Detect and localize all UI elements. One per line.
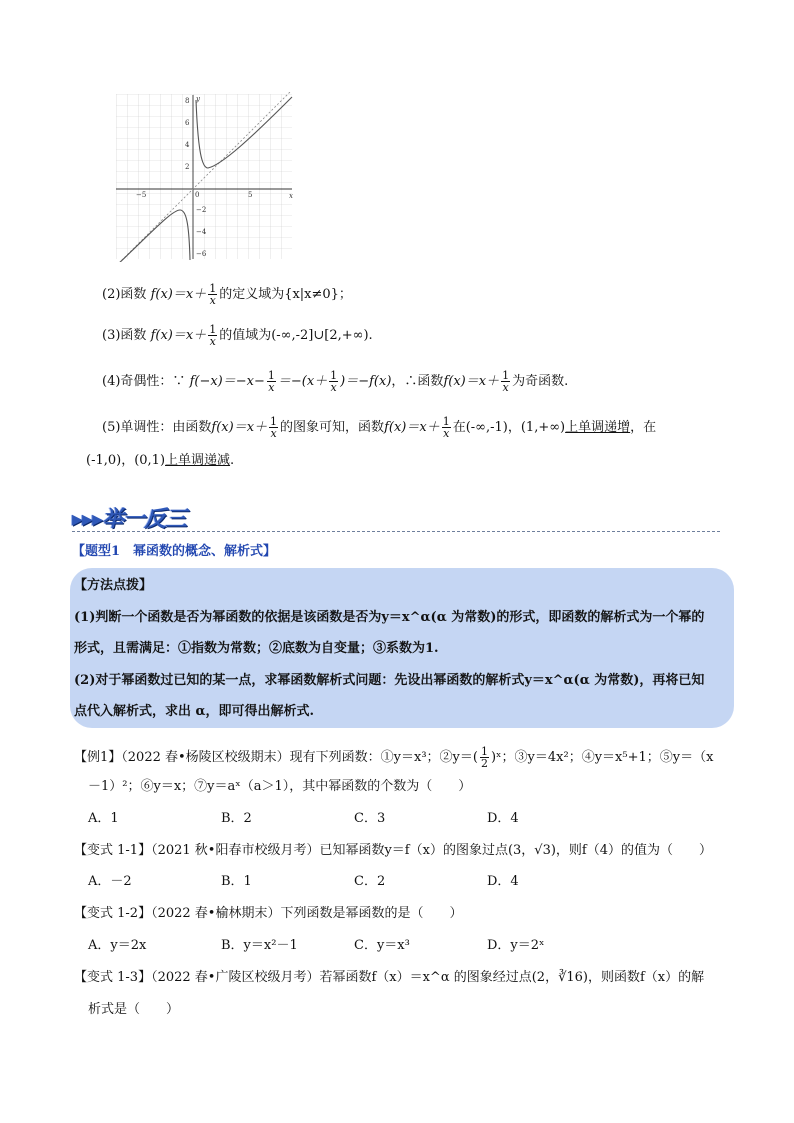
fraction — [208, 283, 217, 306]
variant-1-3-stem: 【变式 1-3】（2022 春•广陵区校级月考）若幂函数f（x）＝x^α 的图象经过点(2，∛16)，则函数f（x）的解 — [74, 970, 705, 985]
formula: f(−x)＝−x− — [189, 374, 265, 389]
method-line: (2)对于幂函数过已知的某一点，求幂函数解析式问题：先设出幂函数的解析式y＝x^α(α 为常数)，再将已知 — [74, 673, 705, 688]
y-tick: 6 — [185, 119, 190, 127]
prop-text: ，在 — [630, 420, 657, 435]
option-c: C．2 — [354, 874, 386, 889]
property-monotonicity — [102, 416, 656, 439]
option-d: D．y＝2ˣ — [487, 938, 545, 953]
prop-text: (5)单调性：由函数 — [102, 420, 212, 435]
example-1-stem — [74, 746, 713, 769]
numerator: 1 — [442, 415, 450, 428]
y-tick: 2 — [185, 163, 190, 171]
denominator: 2 — [480, 757, 488, 770]
numerator: 1 — [209, 323, 217, 336]
denominator: x — [209, 294, 216, 307]
prop-text: (4)奇偶性：∵ — [102, 374, 190, 389]
numerator: 1 — [330, 369, 338, 382]
formula: f(x)＝x＋ — [211, 420, 268, 435]
example-text: 【例1】（2022 春•杨陵区校级期末）现有下列函数：①y＝x³；②y＝( — [74, 750, 478, 765]
numerator: 1 — [502, 369, 510, 382]
option-a: A．－2 — [88, 874, 132, 889]
fraction — [208, 324, 217, 347]
x-axis-label: x — [289, 192, 293, 200]
fraction-half — [480, 746, 489, 769]
method-line: (1)判断一个函数是否为幂函数的依据是该函数是否为y＝x^α(α 为常数)的形式，即函数的解析式为一个幂的 — [74, 610, 705, 625]
variant-1-3-stem-line2: 析式是（ ） — [88, 1002, 180, 1017]
prop-text: 的定义域为{x|x≠0}； — [219, 287, 352, 302]
variant-1-1-stem: 【变式 1-1】（2021 秋•阳春市校级月考）已知幂函数y＝f（x）的图象过点(3，√3)，则f（4）的值为（ ） — [74, 843, 712, 858]
property-parity — [102, 370, 568, 393]
prop-text: (2)函数 — [102, 287, 147, 302]
method-line: 形式，且需满足：①指数为常数；②底数为自变量；③系数为1. — [74, 641, 439, 656]
denominator: x — [270, 427, 277, 440]
y-tick: −4 — [196, 228, 207, 236]
denominator: x — [209, 335, 216, 348]
example-1-stem-line2: －1）²；⑥y＝x；⑦y＝aˣ（a＞1），其中幂函数的个数为（ ） — [88, 779, 472, 794]
y-tick: −6 — [196, 250, 207, 258]
prop-text: (3)函数 — [102, 328, 147, 343]
prop-text-underlined: 上单调递增 — [565, 420, 631, 435]
property-domain — [102, 283, 352, 306]
formula: f(x)＝x＋ — [150, 328, 207, 343]
example-1-options — [88, 811, 620, 827]
variant-1-1-options — [88, 874, 620, 890]
property-monotonicity-line2 — [86, 453, 234, 469]
formula: f(x)＝x＋ — [443, 374, 500, 389]
numerator: 1 — [267, 369, 275, 382]
option-b: B．y＝x²－1 — [221, 938, 298, 953]
numerator: 1 — [480, 745, 488, 758]
x-tick: 5 — [248, 191, 253, 199]
numerator: 1 — [270, 415, 278, 428]
formula: f(x)＝x＋ — [384, 420, 440, 435]
formula: ＝−(x＋ — [277, 374, 328, 389]
section-divider — [72, 531, 720, 532]
option-c: C．y＝x³ — [354, 938, 410, 953]
x-tick: −5 — [136, 191, 147, 199]
variant-1-2-stem: 【变式 1-2】（2022 春•榆林期末）下列函数是幂函数的是（ ） — [74, 906, 463, 921]
prop-text: 为奇函数. — [512, 374, 569, 389]
denominator: x — [443, 427, 450, 440]
method-line: 点代入解析式，求出 α，即可得出解析式. — [74, 704, 315, 719]
fraction — [501, 370, 510, 393]
section-title: ▸▸▸举一反三 — [72, 507, 187, 532]
option-b: B．2 — [221, 811, 252, 826]
y-tick: −2 — [196, 206, 207, 214]
denominator: x — [502, 381, 509, 394]
method-title: 【方法点拨】 — [74, 578, 153, 593]
prop-text: . — [230, 453, 235, 468]
example-text: )ˣ；③y＝4x²；④y＝x⁵+1；⑤y＝（x — [490, 750, 714, 765]
prop-text: (-1,0)，(0,1) — [86, 453, 166, 468]
y-tick: 8 — [185, 97, 190, 105]
topic-heading: 【题型1 幂函数的概念、解析式】 — [72, 544, 277, 559]
fraction — [442, 416, 451, 439]
option-a: A．y＝2x — [88, 938, 147, 953]
formula: f(x)＝x＋ — [150, 287, 207, 302]
prop-text: 的图象可知，函数 — [280, 420, 385, 435]
function-graph — [112, 92, 296, 262]
prop-text: 的值域为(-∞,-2]∪[2,+∞). — [219, 328, 373, 343]
option-c: C．3 — [354, 811, 386, 826]
option-a: A．1 — [88, 811, 119, 826]
option-d: D．4 — [487, 874, 519, 889]
x-tick: 0 — [195, 191, 200, 199]
numerator: 1 — [209, 282, 217, 295]
prop-text: ，∴函数 — [391, 374, 444, 389]
formula: )＝−f(x) — [340, 374, 392, 389]
option-d: D．4 — [487, 811, 519, 826]
variant-1-2-options — [88, 938, 620, 954]
denominator: x — [268, 381, 275, 394]
y-axis-label: y — [196, 95, 200, 103]
denominator: x — [330, 381, 337, 394]
y-tick: 4 — [185, 141, 190, 149]
prop-text: 在(-∞,-1)，(1,+∞) — [452, 420, 566, 435]
fraction — [329, 370, 338, 393]
prop-text-underlined: 上单调递减 — [165, 453, 231, 468]
fraction — [269, 416, 278, 439]
option-b: B．1 — [221, 874, 252, 889]
fraction — [267, 370, 276, 393]
property-range — [102, 324, 373, 347]
